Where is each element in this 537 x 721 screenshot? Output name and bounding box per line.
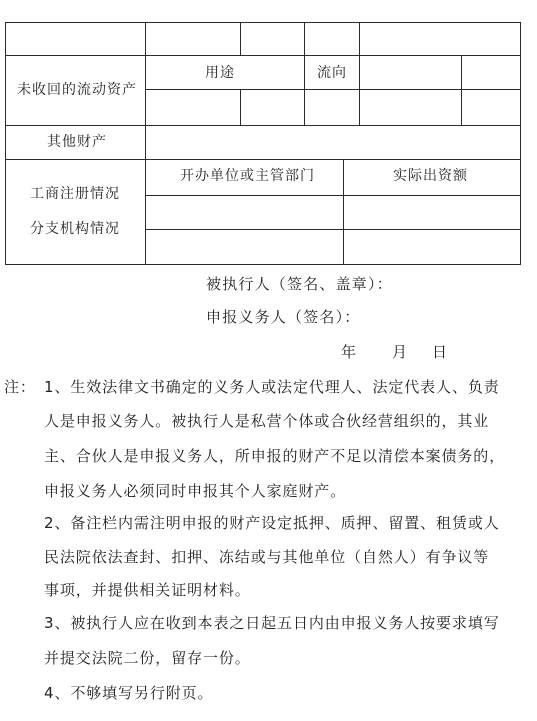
branch-info-label: 分支机构情况	[30, 221, 120, 237]
table-rule	[461, 55, 462, 126]
date-month: 月	[392, 343, 409, 361]
table-rule	[145, 229, 521, 230]
notes-prefix: 注：	[4, 378, 36, 396]
unrecovered-assets-label: 未收回的流动资产	[17, 82, 137, 98]
table-rule	[304, 22, 305, 126]
note-2-line-3: 事项，并提供相关证明材料。	[44, 581, 251, 599]
table-rule	[5, 125, 521, 126]
business-registration-label: 工商注册情况	[30, 186, 120, 202]
note-2-line-1: 2、备注栏内需注明申报的财产设定抵押、质押、留置、租赁或人	[44, 514, 500, 532]
table-rule	[5, 264, 521, 265]
table-rule	[240, 89, 241, 126]
direction-header: 流向	[317, 65, 347, 81]
note-1-line-3: 主、合伙人是申报义务人，所申报的财产不足以清偿本案债务的，	[44, 447, 506, 465]
note-1-line-4: 申报义务人必须同时申报其个人家庭财产。	[44, 482, 347, 500]
date-day: 日	[432, 343, 449, 361]
table-rule	[359, 22, 360, 126]
table-rule	[343, 159, 344, 265]
table-rule	[240, 22, 241, 56]
table-rule	[145, 195, 521, 196]
executee-signature-line: 被执行人（签名、盖章）：	[206, 275, 393, 293]
table-rule	[5, 22, 6, 265]
date-year: 年	[341, 343, 358, 361]
note-3-line-1: 3、被执行人应在收到本表之日起五日内由申报义务人按要求填写	[44, 614, 500, 632]
capital-header: 实际出资额	[393, 168, 468, 184]
note-1-line-2: 人是申报义务人。被执行人是私营个体或合伙经营组织的，其业	[44, 412, 490, 430]
obligor-signature-line: 申报义务人（签名）：	[206, 308, 361, 326]
table-rule	[5, 159, 521, 160]
note-2-line-2: 民法院依法查封、扣押、冻结或与其他单位（自然人）有争议等	[44, 548, 490, 566]
usage-header: 用途	[205, 65, 235, 81]
table-rule	[5, 22, 521, 23]
note-3-line-2: 并提交法院二份，留存一份。	[44, 649, 251, 667]
table-rule	[145, 89, 521, 90]
other-property-label: 其他财产	[47, 134, 107, 150]
table-rule	[145, 22, 146, 265]
table-rule	[520, 22, 521, 265]
note-1-line-1: 1、生效法律文书确定的义务人或法定代理人、法定代表人、负责	[44, 378, 500, 396]
table-rule	[5, 55, 521, 56]
note-4-line-1: 4、不够填写另行附页。	[44, 684, 214, 702]
unit-header: 开办单位或主管部门	[180, 168, 315, 184]
